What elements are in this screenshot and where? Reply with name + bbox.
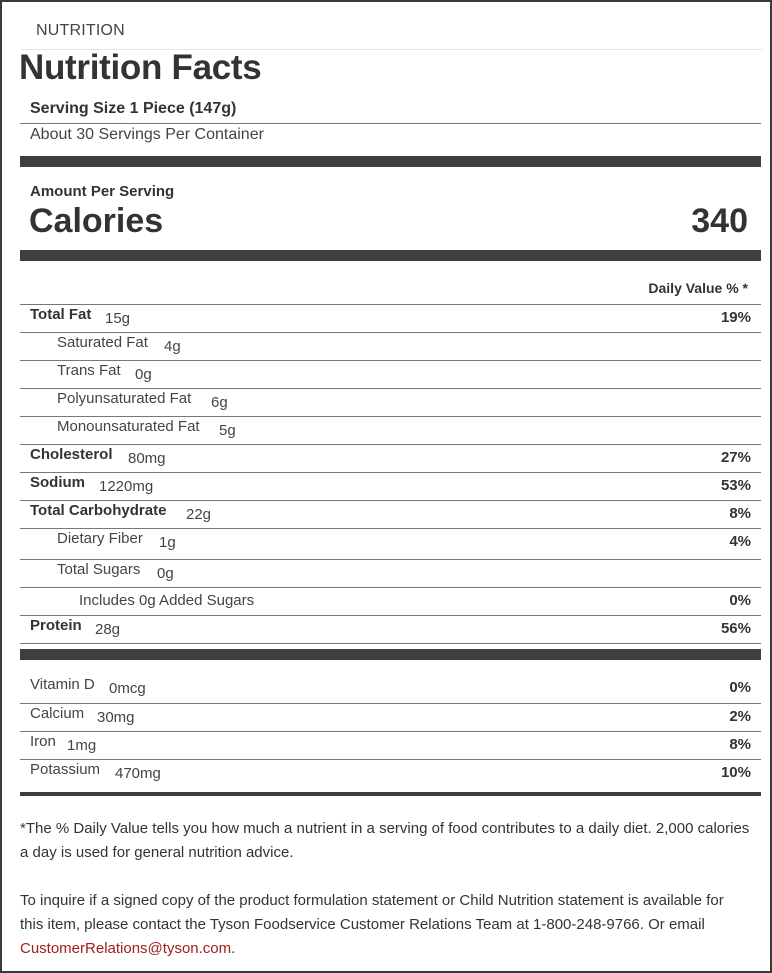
nutrient-name: Saturated Fat <box>57 334 148 351</box>
nutrient-amount: 28g <box>95 621 121 638</box>
thick-divider <box>20 250 761 261</box>
nutrient-amount: 1220mg <box>99 478 154 495</box>
vitamin-amount: 0mcg <box>109 680 146 697</box>
nutrient-name: Total Fat <box>30 306 92 323</box>
nutrient-row <box>20 416 761 444</box>
nutrient-daily-value: 0% <box>729 592 751 609</box>
email-link[interactable]: CustomerRelations@tyson.com <box>20 940 232 957</box>
divider <box>20 643 761 644</box>
nutrient-name: Total Carbohydrate <box>30 502 167 519</box>
nutrient-row <box>20 500 761 528</box>
vitamin-daily-value: 10% <box>720 764 751 781</box>
nutrient-name: Trans Fat <box>57 362 121 379</box>
vitamin-amount: 1mg <box>67 737 97 754</box>
daily-value-footnote: *The % Daily Value tells you how much a nutrient in a serving of food contributes to a daily diet. 2,000 calories a day is used for general nutrition advice. <box>20 820 750 861</box>
nutrient-row <box>20 332 761 360</box>
nutrient-row <box>20 587 761 615</box>
vitamin-name: Calcium <box>30 705 85 722</box>
nutrient-amount: 22g <box>186 506 212 523</box>
amount-per-serving: Amount Per Serving <box>30 183 175 200</box>
medium-divider <box>20 792 761 796</box>
thick-divider <box>20 649 761 660</box>
vitamin-daily-value: 2% <box>729 708 751 725</box>
nutrient-name: Monounsaturated Fat <box>57 418 200 435</box>
nutrient-daily-value: 4% <box>729 533 751 550</box>
nutrient-amount: 5g <box>219 422 236 439</box>
nutrition-facts-title: Nutrition Facts <box>19 48 262 87</box>
nutrient-name: Sodium <box>30 474 85 491</box>
nutrient-amount: 4g <box>164 338 181 355</box>
nutrient-row <box>20 528 761 559</box>
servings-per-container: About 30 Servings Per Container <box>30 126 264 143</box>
nutrient-name: Polyunsaturated Fat <box>57 390 192 407</box>
nutrient-daily-value: 53% <box>720 477 751 494</box>
vitamin-name: Vitamin D <box>30 676 95 693</box>
nutrient-name: Cholesterol <box>30 446 113 463</box>
nutrient-name: Dietary Fiber <box>57 530 143 547</box>
vitamin-name: Potassium <box>30 761 101 778</box>
nutrient-amount: 80mg <box>128 450 166 467</box>
nutrient-daily-value: 27% <box>720 449 751 466</box>
vitamin-row <box>20 703 761 731</box>
nutrient-name: Includes 0g Added Sugars <box>79 592 255 609</box>
vitamin-row <box>20 675 761 703</box>
serving-size: Serving Size 1 Piece (147g) <box>30 100 237 117</box>
calories-value: 340 <box>691 202 748 240</box>
nutrient-row <box>20 360 761 388</box>
nutrient-row <box>20 472 761 500</box>
inquiry-text: To inquire if a signed copy of the product formulation statement or Child Nutrition statement is available for this item, please contact the Tyson Foodservice Customer Relations Team at 1-800-248-9766. Or email <box>20 892 724 933</box>
nutrient-name: Total Sugars <box>57 561 141 578</box>
nutrient-daily-value: 56% <box>720 620 751 637</box>
nutrient-row <box>20 559 761 587</box>
vitamin-amount: 470mg <box>115 765 161 782</box>
inquiry-end: . <box>231 940 236 957</box>
thick-divider <box>20 156 761 167</box>
nutrient-daily-value: 8% <box>729 505 751 522</box>
nutrient-row <box>20 444 761 472</box>
vitamin-daily-value: 8% <box>729 736 751 753</box>
nutrient-amount: 0g <box>157 565 174 582</box>
nutrient-amount: 1g <box>159 534 176 551</box>
calories-label: Calories <box>29 202 164 240</box>
vitamin-name: Iron <box>30 733 56 750</box>
nutrient-row <box>20 304 761 332</box>
vitamin-amount: 30mg <box>97 709 135 726</box>
inquiry-note <box>20 889 750 961</box>
section-label: NUTRITION <box>36 22 125 39</box>
nutrient-amount: 6g <box>211 394 228 411</box>
vitamin-row <box>20 731 761 759</box>
nutrient-daily-value: 19% <box>720 309 751 326</box>
vitamin-daily-value: 0% <box>729 679 751 696</box>
daily-value-header: Daily Value % * <box>648 280 748 296</box>
nutrient-amount: 0g <box>135 366 152 383</box>
nutrient-row <box>20 615 761 643</box>
nutrient-row <box>20 388 761 416</box>
nutrient-name: Protein <box>30 617 82 634</box>
nutrient-amount: 15g <box>105 310 131 327</box>
vitamin-row <box>20 759 761 787</box>
divider <box>20 123 761 124</box>
